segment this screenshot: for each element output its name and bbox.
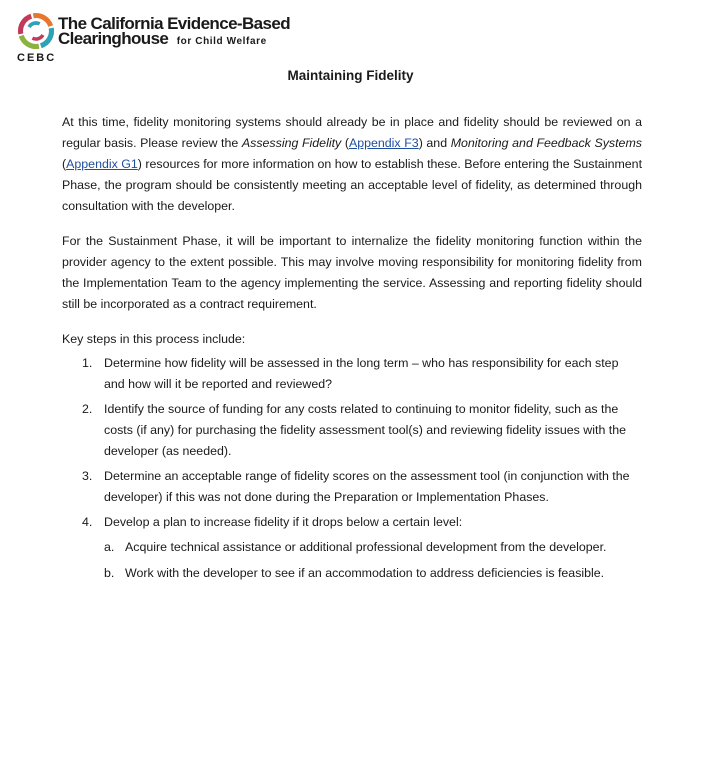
- substep-text: Acquire technical assistance or additional professional development from the developer.: [125, 540, 607, 554]
- list-item: [62, 353, 642, 395]
- list-item: [104, 537, 642, 558]
- document-body: [62, 112, 642, 589]
- org-name-tagline: for Child Welfare: [176, 36, 267, 47]
- appendix-g1-link[interactable]: Appendix G1: [66, 157, 138, 171]
- assessing-fidelity-title: Assessing Fidelity: [241, 136, 342, 150]
- substep-letter: b.: [104, 566, 115, 580]
- sub-steps-list: [104, 537, 642, 584]
- cebc-header: [14, 10, 314, 70]
- org-name-line1: The California Evidence-Based: [58, 14, 291, 33]
- text-run: ) resources for more information on how to establish these. Before entering the Sustainment Phase, the program should be consistently meeting an acceptable level of fidelity, as determined through consultation with the developer.: [62, 157, 643, 213]
- monitoring-feedback-title: Monitoring and Feedback Systems: [450, 136, 642, 150]
- step-number: 3.: [82, 469, 93, 483]
- key-steps-list: [62, 353, 642, 584]
- substep-text: Work with the developer to see if an accommodation to address deficiencies is feasible.: [125, 566, 605, 580]
- key-steps-intro: Key steps in this process include:: [62, 332, 246, 346]
- step-text: Develop a plan to increase fidelity if it drops below a certain level:: [104, 515, 463, 529]
- text-run: (: [341, 136, 349, 150]
- substep-letter: a.: [104, 540, 115, 554]
- cebc-logo-icon: [16, 11, 56, 51]
- step-text: Determine an acceptable range of fidelity scores on the assessment tool (in conjunction with the developer) if this was not done during the Preparation or Implementation Phases.: [104, 469, 630, 504]
- paragraph-sustainment-phase: For the Sustainment Phase, it will be important to internalize the fidelity monitoring function within the provider agency to the extent possible. This may involve moving responsibility for monitoring fidelity from the Implementation Team to the agency implementing the service. Assessing and reporting fidelity should still be incorporated as a contract requirement.: [62, 234, 642, 311]
- list-item: [62, 512, 642, 584]
- org-abbreviation: CEBC: [17, 52, 57, 64]
- page-title: Maintaining Fidelity: [287, 68, 414, 83]
- list-item: [62, 399, 642, 462]
- step-number: 2.: [82, 402, 93, 416]
- step-number: 1.: [82, 356, 93, 370]
- paragraph-fidelity-review: [62, 112, 642, 217]
- step-text: Determine how fidelity will be assessed in the long term – who has responsibility for each step and how will it be reported and reviewed?: [104, 356, 619, 391]
- list-item: [104, 563, 642, 584]
- text-run: ) and: [418, 136, 451, 150]
- step-text: Identify the source of funding for any costs related to continuing to monitor fidelity, such as the costs (if any) for purchasing the fidelity assessment tool(s) and reviewing fidelity issues with the developer (as needed).: [104, 402, 627, 458]
- org-name-line2: [58, 30, 267, 51]
- text-run: (: [62, 157, 67, 171]
- org-name-clearinghouse: Clearinghouse: [58, 29, 169, 48]
- step-number: 4.: [82, 515, 93, 529]
- appendix-f3-link[interactable]: Appendix F3: [348, 136, 419, 150]
- text-run: At this time, fidelity monitoring systems should already be in place and fidelity should be reviewed on a regular basis. Please review the: [62, 115, 642, 150]
- list-item: [62, 466, 642, 508]
